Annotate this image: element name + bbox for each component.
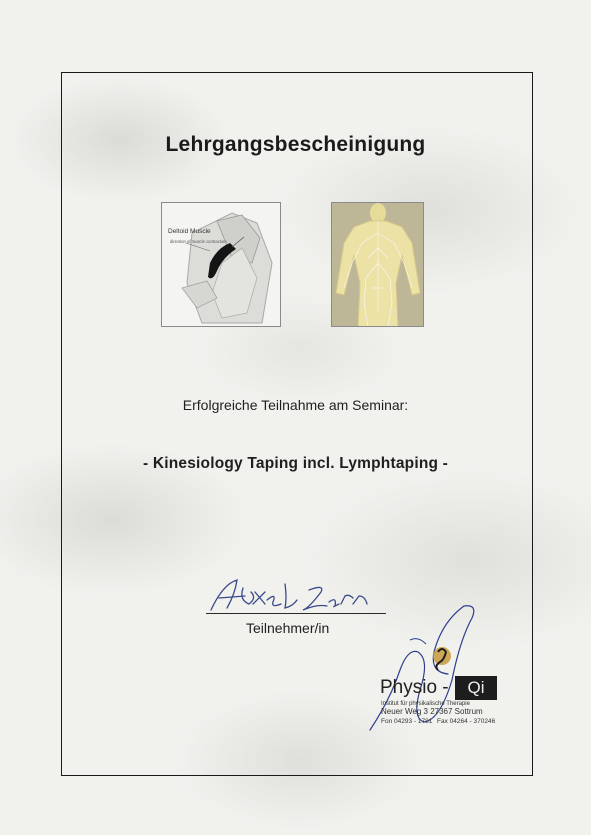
deltoid-caption: direction of muscle contraction	[170, 239, 227, 244]
seminar-intro-text: Erfolgreiche Teilnahme am Seminar:	[182, 397, 409, 413]
certificate-title: Lehrgangsbescheinigung	[165, 133, 426, 156]
institute-address: Neuer Weg 3 27367 Sottrum	[381, 707, 483, 716]
course-name: - Kinesiology Taping incl. Lymphtaping -	[142, 455, 449, 472]
lymphatic-system-illustration	[331, 202, 424, 327]
participant-signature	[205, 574, 385, 616]
institute-tagline: Institut für physikalische Therapie	[381, 701, 470, 707]
participant-label: Teilnehmer/in	[246, 620, 330, 636]
signature-line	[206, 613, 386, 614]
institute-fax: Fax 04264 - 370246	[437, 718, 496, 725]
institute-logo-text: Physio -	[380, 677, 449, 698]
institute-phone: Fon 04293 - 1781	[381, 718, 433, 725]
deltoid-label: Deltoid Muscle	[168, 228, 211, 235]
deltoid-taping-illustration	[161, 202, 281, 327]
institute-logo-mark: Qi	[455, 676, 497, 700]
